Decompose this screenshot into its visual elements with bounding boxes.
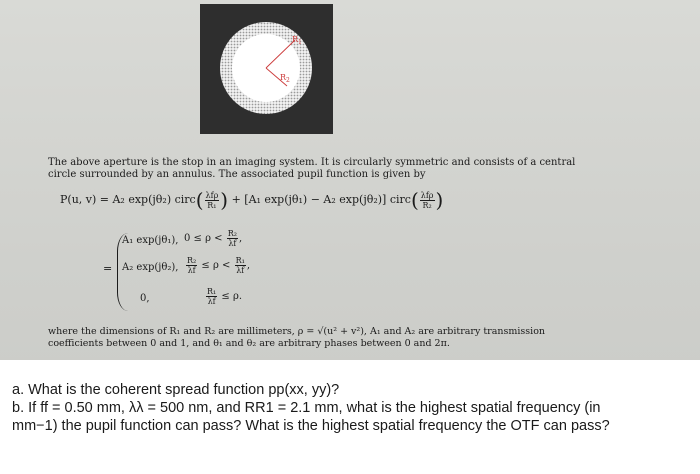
paren-open: ( bbox=[195, 188, 204, 212]
intro-line-1: The above aperture is the stop in an imaging system. It is circularly symmetric and consists of a central bbox=[48, 157, 576, 168]
case-1-condition: 0 ≤ ρ < $\frac{\text{R₂}}{\lambda f}$ , bbox=[184, 229, 243, 248]
question-a: a. What is the coherent spread function pp(xx, yy)? bbox=[12, 382, 340, 398]
case-2-condition: $\frac{\text{R₂}}{\lambda f}$ ≤ ρ < $\frac{\text{R₁}}{\lambda f}$ , bbox=[187, 256, 251, 275]
where-line-2: coefficients between 0 and 1, and θ₁ and θ₂ are arbitrary phases between 0 and 2π. bbox=[48, 338, 450, 349]
pupil-equation: P(u, v) = A₂ exp(jθ₂) circ( $\frac{\text{λfρ}}{\text{R₁}}$ ) + [A₁ exp(jθ₁) − A₂ exp(jθ₂)] circ( $\frac{\text{λfρ}}{\text{R₂}}$ ) bbox=[60, 188, 444, 212]
case-1-value: A₁ exp(jθ₁), bbox=[122, 235, 179, 246]
question-b-line-1: b. If ff = 0.50 mm, λλ = 500 nm, and RR1 = 2.1 mm, what is the highest spatial frequency (in bbox=[12, 400, 601, 416]
case-3-value: 0, bbox=[140, 293, 150, 304]
question-b-line-2: mm−1) the pupil function can pass? What is the highest spatial frequency the OTF can pass? bbox=[12, 418, 610, 434]
case-3-condition: $\frac{\text{R₁}}{\lambda f}$ ≤ ρ. bbox=[207, 287, 243, 306]
equation-fraction-1: $\frac{\text{λfρ}}{\text{R₁}}$ bbox=[205, 190, 219, 210]
equation-lhs: P(u, v) = A₂ exp(jθ₂) circ bbox=[60, 193, 196, 206]
intro-line-2: circle surrounded by an annulus. The associated pupil function is given by bbox=[48, 169, 426, 180]
question-panel bbox=[0, 360, 700, 474]
piecewise-equals: = bbox=[103, 262, 113, 275]
label-r1: $R_1$ bbox=[292, 35, 302, 46]
equation-fraction-2: $\frac{\text{λfρ}}{\text{R₂}}$ bbox=[420, 190, 434, 210]
case-2-value: A₂ exp(jθ₂), bbox=[122, 262, 179, 273]
label-r2: $R_2$ bbox=[280, 73, 290, 84]
where-line-1: where the dimensions of R₁ and R₂ are millimeters, ρ = √(u² + v²), A₁ and A₂ are arbitrary transmission bbox=[48, 326, 546, 337]
paren-close: ) bbox=[220, 188, 229, 212]
equation-middle: + [A₁ exp(jθ₁) − A₂ exp(jθ₂)] circ bbox=[231, 193, 411, 206]
aperture-figure bbox=[200, 4, 333, 134]
aperture-diagram bbox=[200, 4, 333, 134]
